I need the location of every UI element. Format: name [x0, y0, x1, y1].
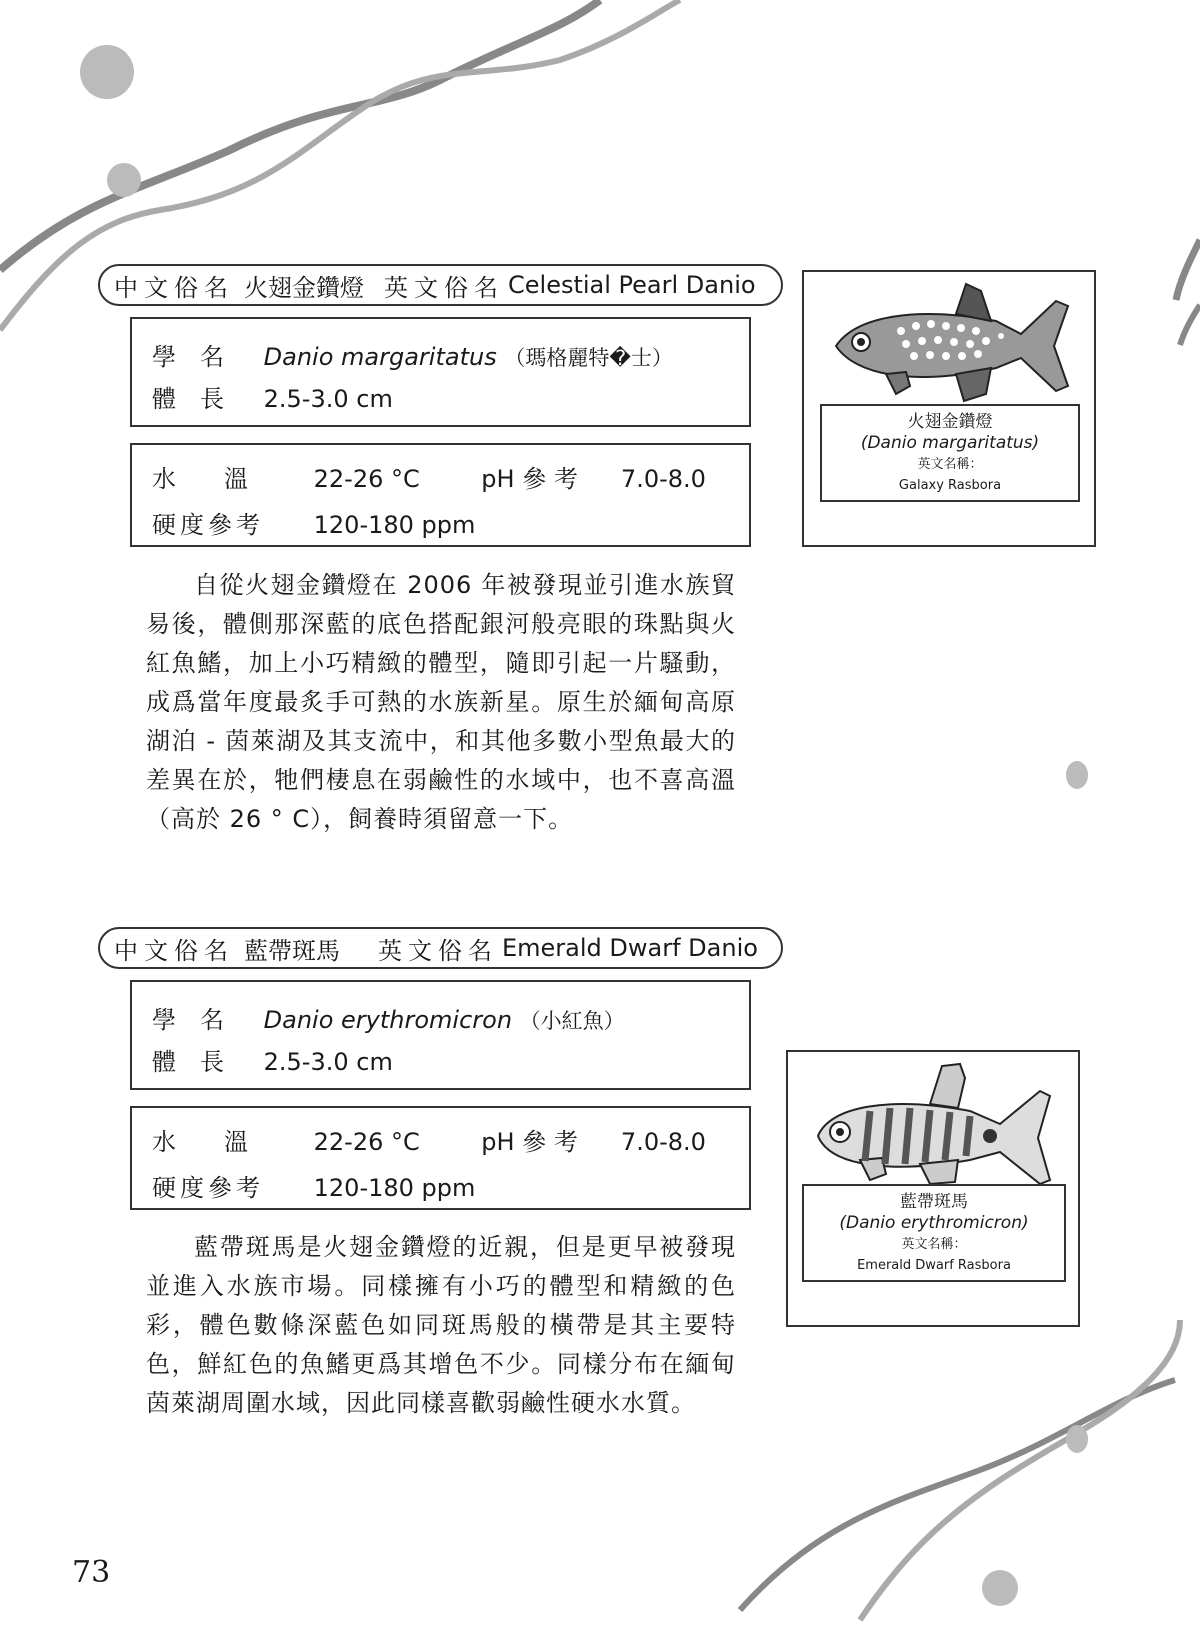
scientific-label: 學 名	[152, 1006, 224, 1034]
info-box-name	[130, 317, 751, 427]
length-value: 2.5-3.0 cm	[263, 1048, 393, 1076]
description: 藍帶斑馬是火翅金鑽燈的近親，但是更早被發現並進入水族市場。同樣擁有小巧的體型和精緻的色彩，體色數條深藍色如同斑馬般的橫帶是其主要特色，鮮紅色的魚鰭更爲其增色不少。同樣分布在緬甸茵萊湖周圍水域，因此同樣喜歡弱鹼性硬水水質。	[146, 1233, 736, 1417]
hardness-label: 硬度參考	[152, 1174, 264, 1202]
page-number: 73	[72, 1555, 111, 1590]
scientific-name: Danio margaritatus	[263, 343, 497, 371]
english-name-label: 英文俗名	[378, 936, 498, 965]
info-box-water	[130, 1106, 751, 1210]
temp-label: 水 溫	[152, 465, 248, 493]
hardness-value: 120-180 ppm	[313, 1174, 476, 1202]
info-box-name	[130, 980, 751, 1090]
scientific-alias: （小紅魚）	[519, 1009, 625, 1033]
caption-en-name: Emerald Dwarf Rasbora	[857, 1258, 1011, 1273]
info-box-water	[130, 443, 751, 547]
ph-label: pH 參 考	[481, 465, 578, 493]
caption-name: 藍帶斑馬	[900, 1192, 968, 1212]
caption-name: 火翅金鑽燈	[907, 412, 993, 432]
caption-scientific: (Danio margaritatus)	[860, 433, 1040, 453]
english-name: Emerald Dwarf Danio	[502, 934, 758, 962]
name-bar	[98, 264, 783, 306]
decorative-dot	[1066, 761, 1088, 789]
chinese-name-label: 中文俗名	[114, 273, 234, 302]
length-value: 2.5-3.0 cm	[263, 385, 393, 413]
ph-value: 7.0-8.0	[620, 1128, 706, 1156]
caption-scientific: (Danio erythromicron)	[839, 1213, 1029, 1233]
decorative-dot	[107, 163, 141, 197]
length-label: 體 長	[152, 1048, 224, 1076]
emerald-dwarf-danio-illustration	[790, 1056, 1080, 1191]
scientific-name: Danio erythromicron	[263, 1006, 513, 1034]
temp-label: 水 溫	[152, 1128, 248, 1156]
hardness-value: 120-180 ppm	[313, 511, 476, 539]
english-name: Celestial Pearl Danio	[508, 271, 756, 299]
description: 自從火翅金鑽燈在 2006 年被發現並引進水族貿易後，體側那深藍的底色搭配銀河般亮眼的珠點與火紅魚鰭，加上小巧精緻的體型，隨即引起一片騷動，成爲當年度最炙手可熱的水族新星。原生於緬甸高原湖泊 - 茵萊湖及其支流中，和其他多數小型魚最大的差異在於，牠們棲息在弱鹼性的水域中，也不喜高溫（高於 26 ° C），飼養時須留意一下。	[146, 571, 736, 833]
chinese-name: 藍帶斑馬	[244, 936, 340, 965]
celestial-pearl-danio-illustration	[806, 276, 1096, 411]
fish-caption	[802, 1184, 1066, 1282]
ph-label: pH 參 考	[481, 1128, 578, 1156]
decorative-dot	[80, 45, 134, 99]
fish-illustration-card	[786, 1050, 1080, 1327]
english-name-label: 英文俗名	[384, 273, 504, 302]
temp-value: 22-26 °C	[313, 465, 420, 493]
temp-value: 22-26 °C	[313, 1128, 420, 1156]
name-bar	[98, 927, 783, 969]
scientific-alias: （瑪格麗特�士）	[504, 346, 673, 370]
chinese-name-label: 中文俗名	[114, 936, 234, 965]
decorative-dot	[1066, 1425, 1088, 1453]
ph-value: 7.0-8.0	[620, 465, 706, 493]
caption-en-name: Galaxy Rasbora	[898, 478, 1002, 493]
hardness-label: 硬度參考	[152, 511, 264, 539]
scientific-label: 學 名	[152, 343, 224, 371]
caption-en-label: 英文名稱：	[917, 457, 983, 472]
fish-illustration-card	[802, 270, 1096, 547]
chinese-name: 火翅金鑽燈	[244, 273, 364, 302]
length-label: 體 長	[152, 385, 224, 413]
caption-en-label: 英文名稱：	[901, 1237, 967, 1252]
decorative-dot	[982, 1570, 1018, 1606]
fish-caption	[820, 404, 1080, 502]
